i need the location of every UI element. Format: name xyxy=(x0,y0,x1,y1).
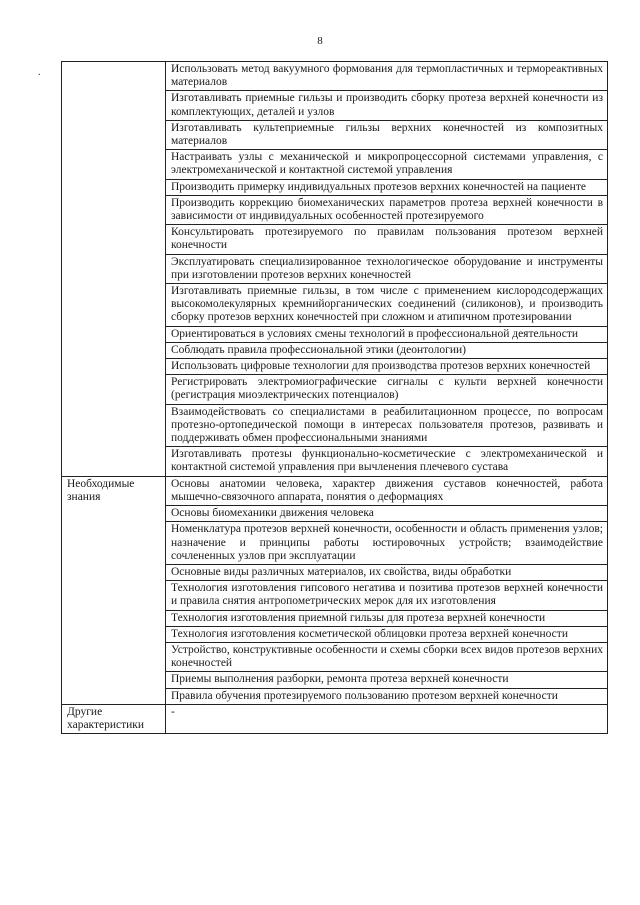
requirement-cell: Регистрировать электромиографические сигналы с культи верхней конечности (регистрация миоэлектрических потенциалов) xyxy=(166,375,608,404)
requirement-cell: Изготавливать культеприемные гильзы верхних конечностей из композитных материалов xyxy=(166,120,608,149)
requirement-cell: Ориентироваться в условиях смены технологий в профессиональной деятельности xyxy=(166,326,608,342)
requirement-cell: Изготавливать приемные гильзы и производить сборку протеза верхней конечности из комплектующих, деталей и узлов xyxy=(166,91,608,120)
requirement-cell: Номенклатура протезов верхней конечности, особенности и область применения узлов; назначение и принципы работы юстировочных устройств; взаимодействие сочлененных узлов при эксплуатации xyxy=(166,522,608,565)
requirement-cell: Основы анатомии человека, характер движения суставов конечностей, работа мышечно-связочного аппарата, понятия о деформациях xyxy=(166,476,608,505)
requirement-cell: Производить коррекцию биомеханических параметров протеза верхней конечности в зависимости от индивидуальных особенностей протезируемого xyxy=(166,195,608,224)
requirement-cell: Устройство, конструктивные особенности и схемы сборки всех видов протезов верхних конечностей xyxy=(166,642,608,671)
requirement-cell: Взаимодействовать со специалистами в реабилитационном процессе, по вопросам протезно-ортопедической помощи в интересах пользователя протезов, развивать и поддерживать обмен профессиональными знаниями xyxy=(166,404,608,447)
margin-mark: . xyxy=(38,67,41,78)
requirements-table xyxy=(61,61,608,734)
requirement-cell: Технология изготовления приемной гильзы для протеза верхней конечности xyxy=(166,610,608,626)
table-body xyxy=(62,62,608,734)
section-label xyxy=(62,62,166,477)
requirement-cell: Технология изготовления гипсового негатива и позитива протезов верхней конечности и правила снятия антропометрических мерок для их изготовления xyxy=(166,581,608,610)
section-label: Необходимые знания xyxy=(62,476,166,704)
requirement-cell: Изготавливать протезы функционально-косметические с электромеханической и контактной системой управления при вычленения плечевого сустава xyxy=(166,447,608,476)
requirement-cell: Основы биомеханики движения человека xyxy=(166,506,608,522)
table-row xyxy=(62,62,608,91)
requirement-cell: Приемы выполнения разборки, ремонта протеза верхней конечности xyxy=(166,672,608,688)
requirement-cell: Основные виды различных материалов, их свойства, виды обработки xyxy=(166,564,608,580)
requirement-cell: Технология изготовления косметической облицовки протеза верхней конечности xyxy=(166,626,608,642)
table-row xyxy=(62,476,608,505)
requirement-cell: Использовать метод вакуумного формования для термопластичных и термореактивных материалов xyxy=(166,62,608,91)
page-number: 8 xyxy=(317,35,323,47)
requirement-cell: Производить примерку индивидуальных протезов верхних конечностей на пациенте xyxy=(166,179,608,195)
requirement-cell: Эксплуатировать специализированное технологическое оборудование и инструменты при изготовлении протезов верхних конечностей xyxy=(166,254,608,283)
requirement-cell: Использовать цифровые технологии для производства протезов верхних конечностей xyxy=(166,359,608,375)
table-row xyxy=(62,704,608,733)
section-label: Другие характеристики xyxy=(62,704,166,733)
requirement-cell: Консультировать протезируемого по правилам пользования протезом верхней конечности xyxy=(166,225,608,254)
requirement-cell: Изготавливать приемные гильзы, в том числе с применением кислородсодержащих высокомолекулярных кремнийорганических соединений (силиконов), и производить сборку протезов верхних конечностей при сложном и атипичном протезировании xyxy=(166,284,608,327)
requirement-cell: Соблюдать правила профессиональной этики (деонтологии) xyxy=(166,342,608,358)
requirement-cell: Правила обучения протезируемого пользованию протезом верхней конечности xyxy=(166,688,608,704)
requirement-cell: Настраивать узлы с механической и микропроцессорной системами управления, с электромеханической и контактной системой управления xyxy=(166,150,608,179)
requirement-cell: - xyxy=(166,704,608,733)
